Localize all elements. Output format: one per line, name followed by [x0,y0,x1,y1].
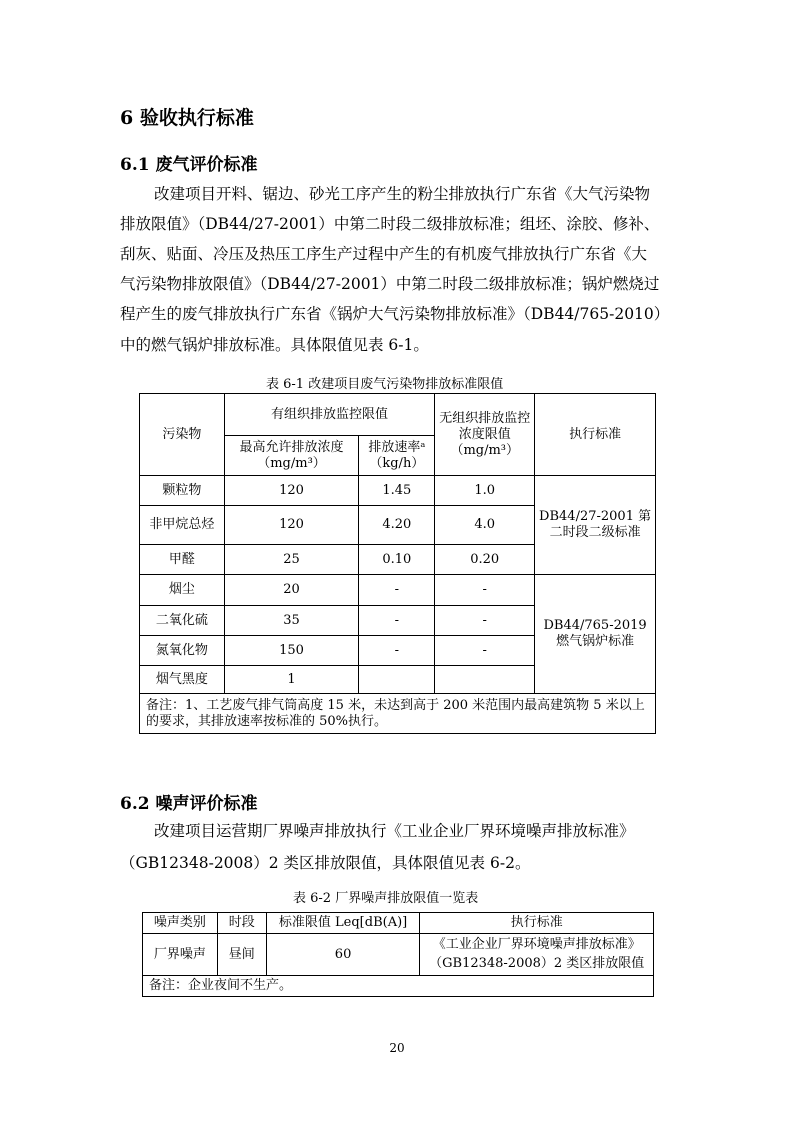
emission-standard-table [139,393,656,734]
unorg-cell: - [435,575,535,606]
rate-cell: - [359,636,435,666]
header-organized: 有组织排放监控限值 [224,394,435,436]
header-pollutant: 污染物 [140,394,225,476]
pollutant-cell: 颗粒物 [140,476,225,506]
table-row [143,934,654,976]
conc-cell: 120 [224,506,359,545]
exhaust-para-line-3: 刮灰、贴面、冷压及热压工序生产过程中产生的有机废气排放执行广东省《大 [120,245,648,263]
conc-cell: 25 [224,545,359,575]
standard-cell [420,934,654,976]
header-standard: 执行标准 [535,394,656,476]
section-title: 6 验收执行标准 [120,107,254,129]
unorg-cell: - [435,606,535,636]
standard-line-1: 《工业企业厂界环境噪声排放标准》 [432,937,641,952]
pollutant-cell: 氮氧化物 [140,636,225,666]
pollutant-cell: 烟气黑度 [140,666,225,694]
header-max-conc: 最高允许排放浓度（mg/m³） [224,436,359,476]
table2-note: 备注：企业夜间不生产。 [143,976,654,997]
rate-cell: 4.20 [359,506,435,545]
standard-cell-db44-27: DB44/27-2001 第二时段二级标准 [535,476,656,575]
conc-cell: 35 [224,606,359,636]
header-unorganized: 无组织排放监控浓度限值（mg/m³） [435,394,535,476]
pollutant-cell: 烟尘 [140,575,225,606]
standard-line-2: （GB12348-2008）2 类区排放限值 [429,956,645,971]
conc-cell: 1 [224,666,359,694]
header-period: 时段 [217,913,266,934]
conc-cell: 120 [224,476,359,506]
exhaust-para-line-1: 改建项目开料、锯边、砂光工序产生的粉尘排放执行广东省《大气污染物 [154,185,651,203]
table-row [140,575,656,606]
exhaust-para-line-5: 程产生的废气排放执行广东省《锅炉大气污染物排放标准》（DB44/765-2010） [120,305,670,323]
header-standard: 执行标准 [420,913,654,934]
table2-caption: 表 6-2 厂界噪声排放限值一览表 [293,891,479,906]
conc-cell: 150 [224,636,359,666]
unorg-cell: 0.20 [435,545,535,575]
pollutant-cell: 二氧化硫 [140,606,225,636]
header-limit: 标准限值 Leq[dB(A)] [266,913,420,934]
header-noise-type: 噪声类别 [143,913,218,934]
table1-note: 备注：1、工艺废气排气筒高度 15 米，未达到高于 200 米范围内最高建筑物 5 米以上的要求，其排放速率按标准的 50%执行。 [140,694,656,734]
rate-cell: - [359,575,435,606]
conc-cell: 20 [224,575,359,606]
pollutant-cell: 甲醛 [140,545,225,575]
rate-cell [359,666,435,694]
subsection-title-exhaust: 6.1 废气评价标准 [120,155,258,175]
table1-caption: 表 6-1 改建项目废气污染物排放标准限值 [266,377,504,392]
exhaust-para-line-2: 排放限值》（DB44/27-2001）中第二时段二级排放标准；组坯、涂胶、修补、 [120,215,660,233]
unorg-cell: - [435,636,535,666]
standard-cell-db44-765: DB44/765-2019 燃气锅炉标准 [535,575,656,694]
pollutant-cell: 非甲烷总烃 [140,506,225,545]
table-row [140,476,656,506]
noise-para-line-1: 改建项目运营期厂界噪声排放执行《工业企业厂界环境噪声排放标准》 [154,822,635,840]
noise-para-line-2: （GB12348-2008）2 类区排放限值，具体限值见表 6-2。 [120,854,531,872]
unorg-cell [435,666,535,694]
rate-cell: 1.45 [359,476,435,506]
page-number: 20 [389,1041,405,1055]
unorg-cell: 1.0 [435,476,535,506]
period-cell: 昼间 [217,934,266,976]
exhaust-para-line-4: 气污染物排放限值》（DB44/27-2001）中第二时段二级排放标准；锅炉燃烧过 [120,275,660,293]
rate-cell: - [359,606,435,636]
noise-type-cell: 厂界噪声 [143,934,218,976]
limit-cell: 60 [266,934,420,976]
header-rate: 排放速率ᵃ（kg/h） [359,436,435,476]
noise-standard-table [142,912,654,997]
subsection-title-noise: 6.2 噪声评价标准 [120,794,258,814]
exhaust-para-line-6: 中的燃气锅炉排放标准。具体限值见表 6-1。 [120,336,429,354]
unorg-cell: 4.0 [435,506,535,545]
rate-cell: 0.10 [359,545,435,575]
